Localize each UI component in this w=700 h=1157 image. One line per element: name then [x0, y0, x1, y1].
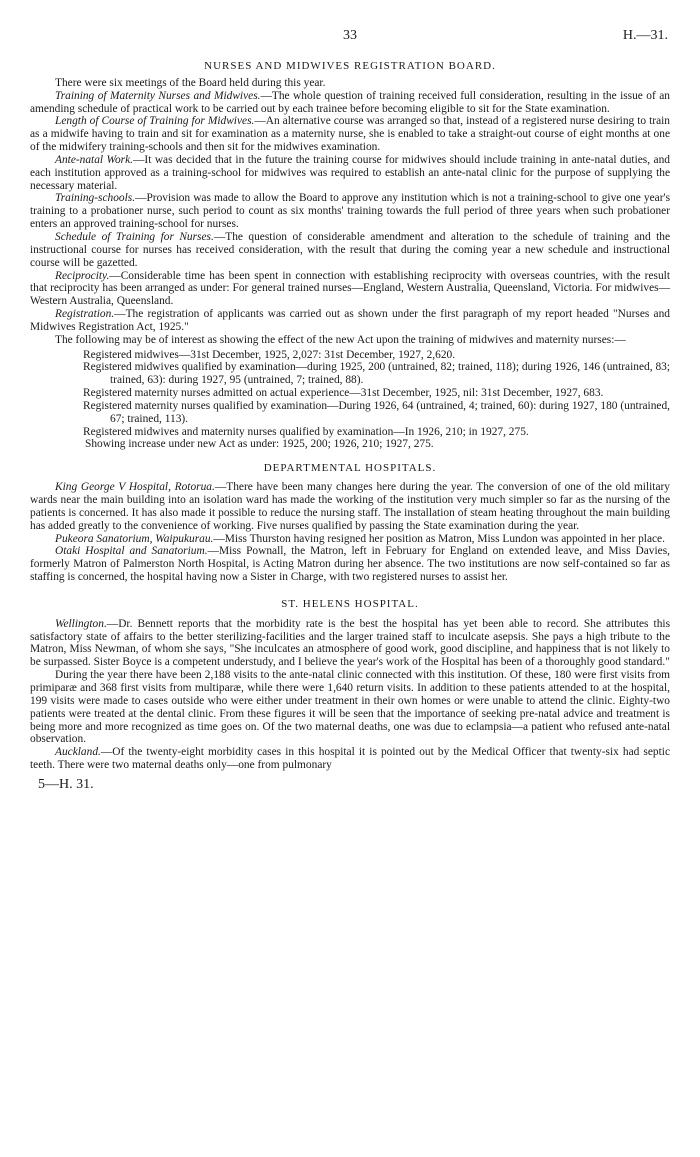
paragraph: [30, 270, 670, 309]
list-item: Registered maternity nurses qualified by examination—During 1926, 64 (untrained, 4; trained, 60): during 1927, 180 (untrained, 67; trained, 113).: [83, 399, 670, 425]
paragraph: [30, 308, 670, 334]
paragraph-heading: King George V Hospital, Rotorua.: [55, 481, 215, 494]
list-item: Registered midwives and maternity nurses qualified by examination—In 1926, 210; in 1927, 275.: [83, 425, 529, 438]
paragraph-heading: Auckland.: [55, 746, 101, 759]
paragraph: [30, 192, 670, 231]
paragraph-heading: Pukeora Sanatorium, Waipukurau.: [55, 532, 214, 545]
list-item: Registered midwives qualified by examination—during 1925, 200 (untrained, 82; trained, 118); during 1926, 146 (untrained, 83; trained, 63): during 1927, 95 (untrained, 7; trained, 88).: [83, 361, 670, 387]
paragraph-text: —There have been many changes here during the year. The conversion of one of the old military wards near the main building into an isolation ward has made the working of the institution very much simpler so far as the nursing of the patients is concerned. It has also made it possible to reduce the nursing staff. The installation of steam heating throughout the main building has added greatly to the convenience of working. Five nurses qualified by passing the State examination during the year.: [30, 481, 670, 532]
paragraph-text: —Provision was made to allow the Board to approve any institution which is not a training-school to give one year's training to a probationer nurse, such period to count as six months' training towards the full period of three years when such probationer enters an approved training-school for nurses.: [30, 192, 670, 231]
section-title-registration-board: NURSES AND MIDWIVES REGISTRATION BOARD.: [204, 60, 496, 72]
paragraph-heading: Wellington.: [55, 617, 107, 630]
paragraph: [30, 533, 670, 546]
page-header: [30, 30, 670, 52]
paragraph-text: —Miss Pownall, the Matron, left in February for England on extended leave, and Miss Davies, formerly Matron of Palmerston North Hospital, is Acting Matron during her absence. The two institutions are now self-contained so far as staffing is concerned, the hospital having now a Sister in Charge, with two registered nurses to assist her.: [30, 545, 670, 584]
section-title-st-helens-hospital: ST. HELENS HOSPITAL.: [281, 597, 419, 610]
paragraph: [30, 231, 670, 270]
list-item: Registered midwives—31st December, 1925, 2,027: 31st December, 1927, 2,620.: [83, 348, 456, 361]
paragraph: There were six meetings of the Board held during this year.: [55, 76, 326, 89]
paragraph: [30, 115, 670, 154]
paragraph-text: —Of the twenty-eight morbidity cases in this hospital it is pointed out by the Medical Officer that twenty-six had septic teeth. There were two maternal deaths only—one from pulmonary: [30, 746, 670, 772]
registration-statistics-list: [30, 349, 670, 439]
paragraph-text: —An alternative course was arranged so that, instead of a registered nurse desiring to train as a midwife having to train and sit for examination as a maternity nurse, she is enabled to take a straight-out course of eight months at one of the midwifery training-schools and then sit for the midwives examination.: [30, 115, 670, 154]
document-reference: H.—31.: [622, 28, 668, 43]
section-title-departmental-hospitals: DEPARTMENTAL HOSPITALS.: [263, 462, 437, 475]
paragraph-text: —The question of considerable amendment and alteration to the schedule of training and the instructional course for nurses has received consideration, with the result that during the coming year a new schedule and instructional course will be gazetted.: [30, 230, 671, 269]
paragraph-heading: Schedule of Training for Nurses.: [55, 230, 214, 243]
paragraph-heading: Otaki Hospital and Sanatorium.: [55, 545, 208, 558]
paragraph-heading: Ante-natal Work.: [55, 153, 134, 166]
paragraph: The following may be of interest as showing the effect of the new Act upon the training of midwives and maternity nurses:—: [55, 333, 626, 346]
paragraph-text: —It was decided that in the future the training course for midwives should include training in ante-natal duties, and each institution approved as a training-school for midwives was required to establish an ante-natal clinic for the purpose of supplying the necessary material.: [30, 153, 670, 192]
paragraph-heading: Training-schools.: [55, 192, 136, 205]
paragraph: During the year there have been 2,188 visits to the ante-natal clinic connected with this institution. Of these, 180 were first visits from primiparæ and 368 first visits from multiparæ, while there were 1,640 return visits. In addition to these patients attended to at the hospital, 199 visits were made to cases outside who were either under treatment in their own homes or were unable to attend the clinic. Eighty-two patients were treated at the dental clinic. From these figures it will be seen that the importance of seeking pre-natal advice and treatment is being more and more recognized as time goes on. Of the two maternal deaths, one was due to eclampsia—a patient who refused ante-natal observation.: [30, 669, 670, 746]
paragraph-heading: Length of Course of Training for Midwives.: [55, 115, 255, 128]
paragraph-text: —Considerable time has been spent in connection with establishing reciprocity with overseas countries, with the result that reciprocity has been arranged as under: For general trained nurses—England, Western Australia, Queensland, Victoria. For midwives—Western Australia, Queensland.: [30, 269, 670, 308]
paragraph-text: —Dr. Bennett reports that the morbidity rate is the best the hospital has yet been able to record. She attributes this satisfactory state of affairs to the better sterilizing-facilities and the larger trained staff to inculcate asepsis. She pays a high tribute to the Matron, Miss Newman, of whom she says, "She inculcates an atmosphere of good work, good discipline, and happiness that is not likely to be surpassed. Sister Boyce is a competent understudy, and I believe the year's work of the Hospital has been of a thoroughly good standard.": [30, 617, 670, 669]
paragraph-heading: Registration.: [55, 308, 115, 321]
paragraph: [30, 481, 670, 532]
paragraph-heading: Training of Maternity Nurses and Midwives.: [55, 89, 261, 102]
signature-mark: 5—H. 31.: [38, 776, 94, 792]
paragraph: [30, 746, 670, 772]
list-item: Registered maternity nurses admitted on actual experience—31st December, 1925, nil: 31st December, 1927, 683.: [83, 387, 604, 400]
paragraph: [30, 618, 670, 669]
paragraph-heading: Reciprocity.: [55, 269, 110, 282]
paragraph: Showing increase under new Act as under: 1925, 200; 1926, 210; 1927, 275.: [85, 438, 434, 451]
paragraph-text: —Miss Thurston having resigned her position as Matron, Miss Lundon was appointed in her place.: [213, 532, 665, 545]
paragraph-text: —The registration of applicants was carried out as shown under the first paragraph of my report headed "Nurses and Midwives Registration Act, 1925.": [30, 308, 670, 333]
paragraph: [30, 545, 670, 584]
paragraph-text: —The whole question of training received full consideration, resulting in the issue of an amending schedule of practical work to be carried out by each trainee before becoming eligible to sit for the State examination.: [30, 89, 670, 115]
page-number: 33: [343, 28, 357, 43]
paragraph: [30, 154, 670, 193]
paragraph: [30, 90, 670, 116]
